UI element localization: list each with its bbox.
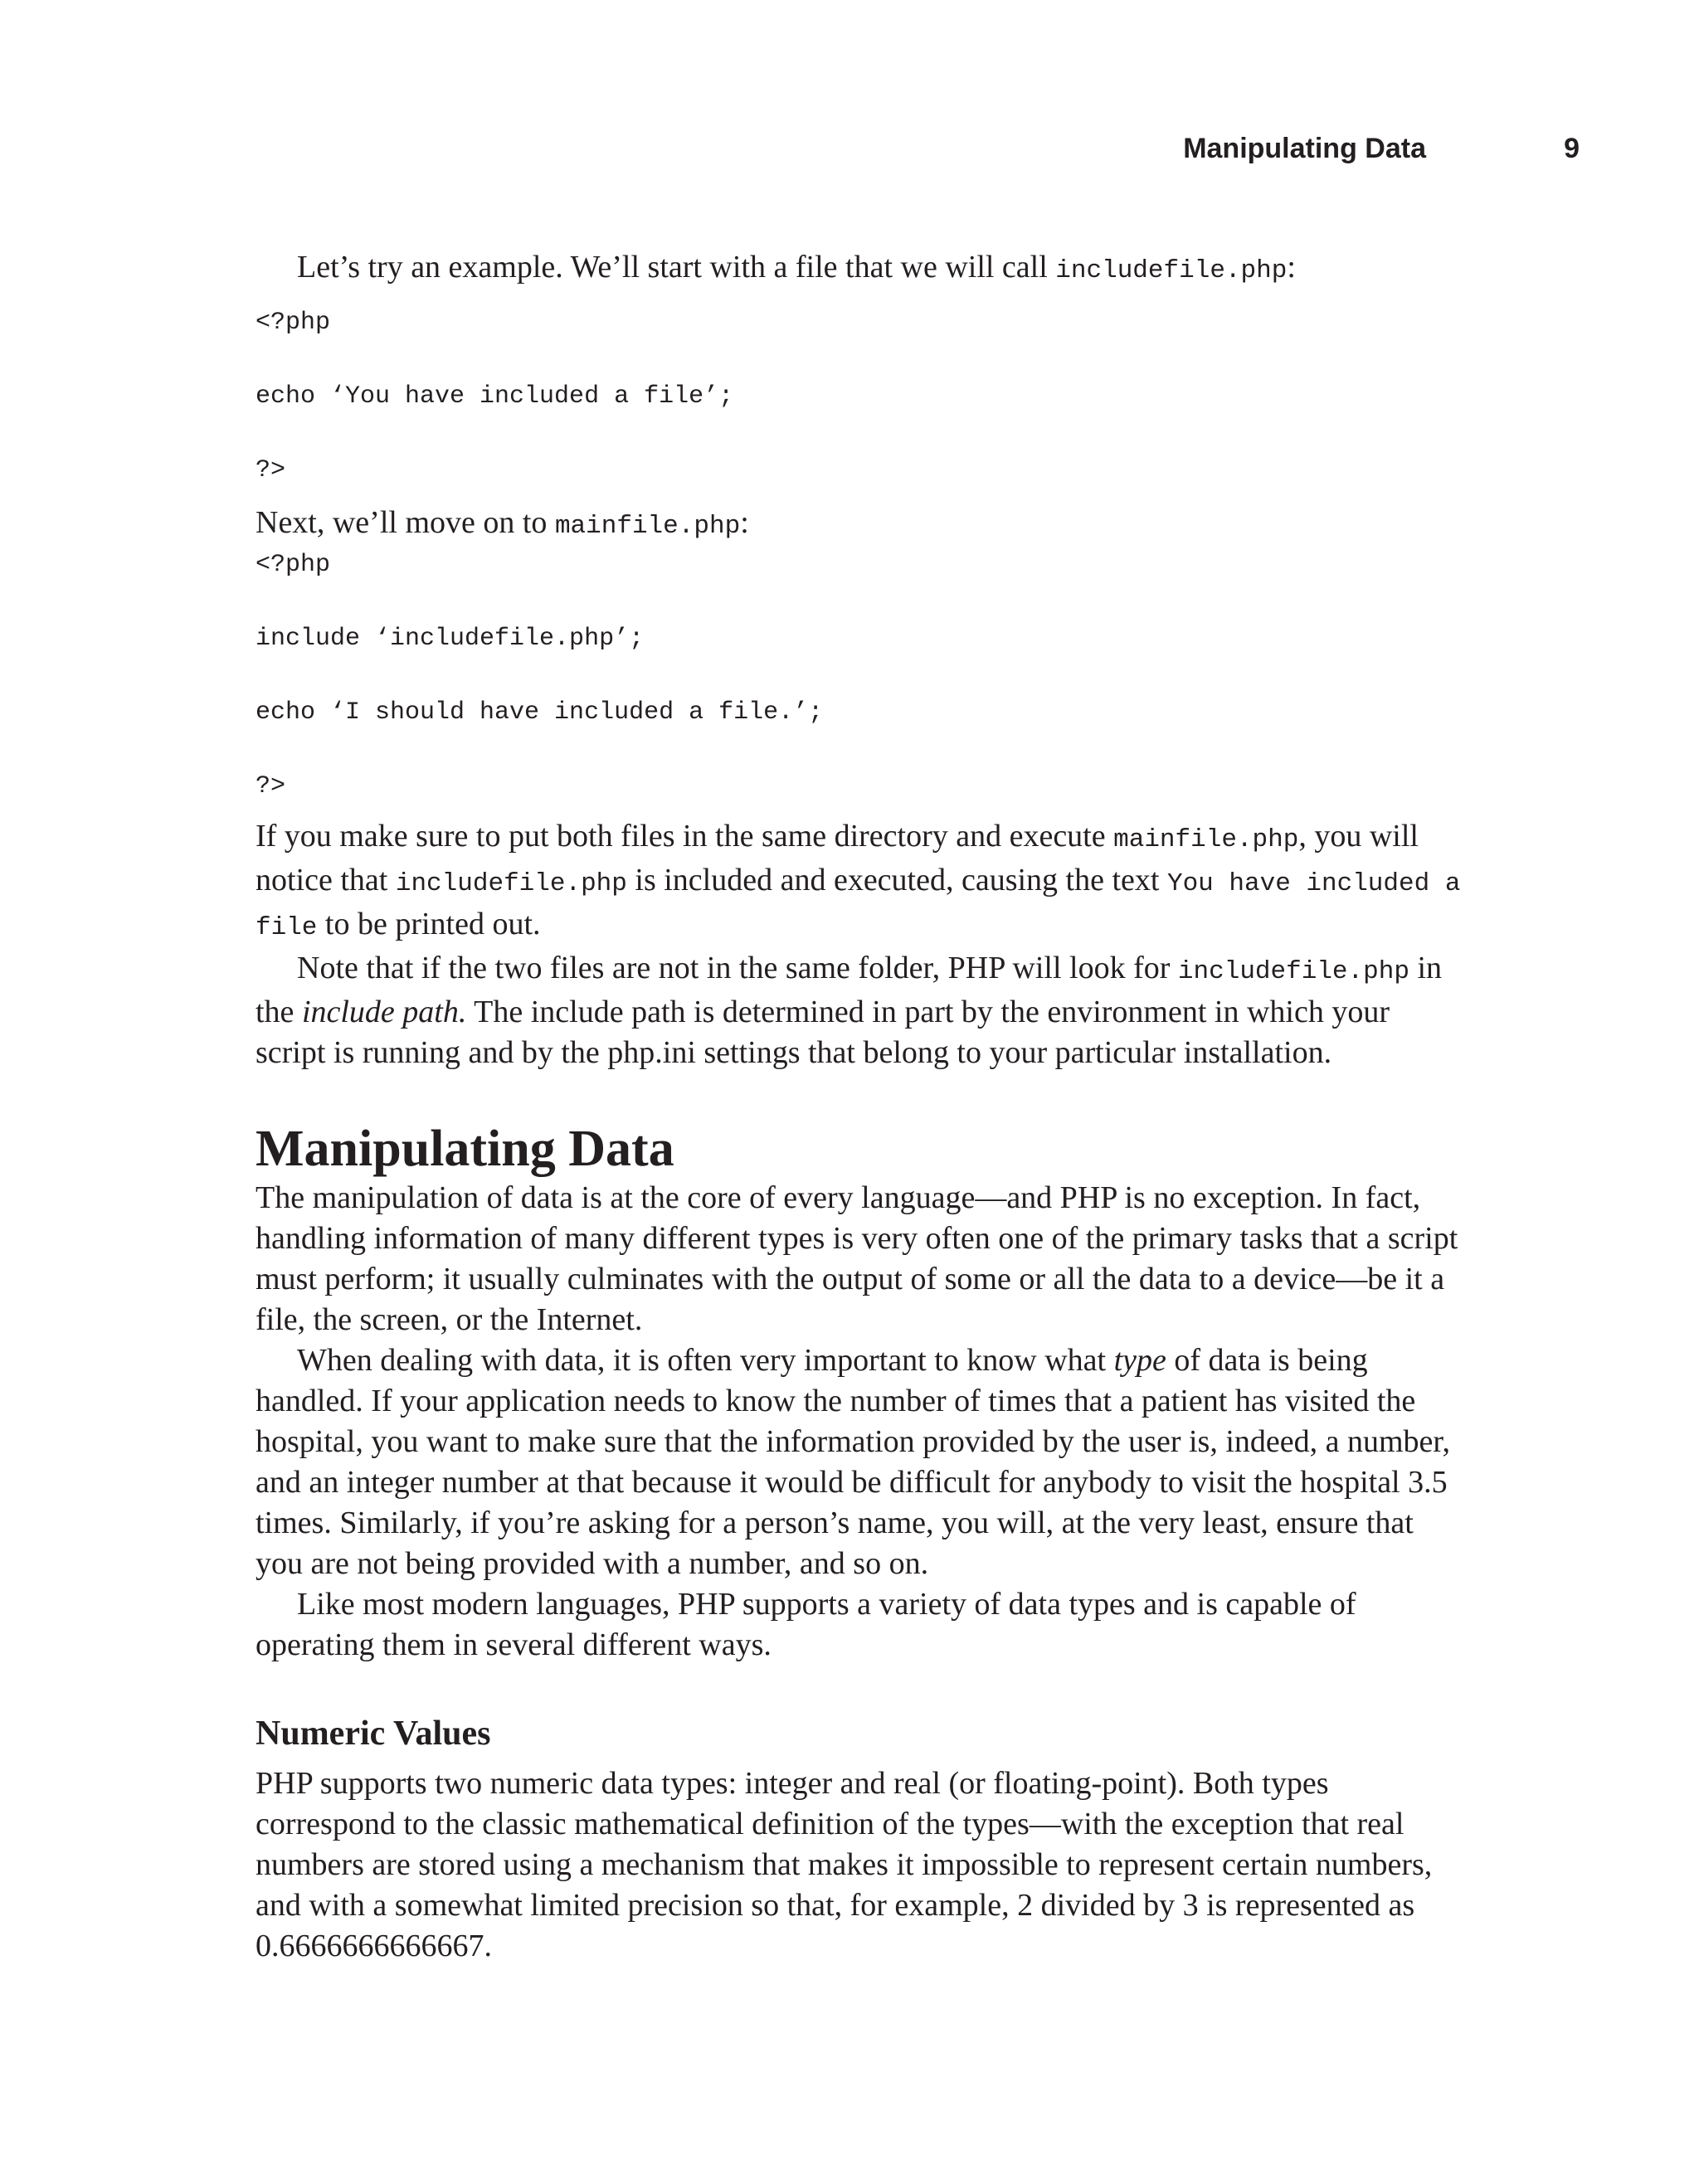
section-paragraph-3: Like most modern languages, PHP supports a variety of data types and is capable of operating them in several different ways. <box>256 1587 1356 1662</box>
code-block-mainfile: <?php include ‘includefile.php’; echo ‘I should have included a file.’; ?> <box>256 550 824 800</box>
inline-code-mainfile: mainfile.php <box>554 511 741 541</box>
intro-p1-text: Let’s try an example. We’ll start with a file that we will call <box>297 250 1056 285</box>
inline-code-includefile-3: includefile.php <box>1177 957 1409 986</box>
section-p2-text-b: of data is being handled. If your application needs to know the number of times that a patient has visited the hospital, you want to make sure that the information provided by the user is, indeed, a number, and an integer number at that because it would be difficult for anybody to visit the hospital 3.5 times. Similarly, if you’re asking for a person’s name, you will, at the very least, ensure that you are not being provided with a number, and so on. <box>256 1343 1451 1581</box>
intro-p2-text: Next, we’ll move on to <box>256 504 555 540</box>
running-header <box>999 133 1580 174</box>
intro-p3-text-d: to be printed out. <box>317 907 541 941</box>
page-body <box>256 247 1463 1967</box>
intro-p4-text-b: in the <box>256 951 1443 1029</box>
subsection-heading: Numeric Values <box>256 1715 491 1753</box>
section-p2-emphasis: type <box>1113 1343 1166 1378</box>
section-heading: Manipulating Data <box>256 1121 674 1177</box>
section-paragraph-1: The manipulation of data is at the core of every language—and PHP is no exception. In fact, handling information of many different types is very often one of the primary tasks that a script must perform; it usually culminates with the output of some or all the data to a device—be it a file, the screen, or the Internet. <box>256 1180 1458 1337</box>
subsection-paragraph-1: PHP supports two numeric data types: integer and real (or floating-point). Both types correspond to the classic mathematical definition of the types—with the exception that real numbers are stored using a mechanism that makes it impossible to represent certain numbers, and with a somewhat limited precision so that, for example, 2 divided by 3 is represented as 0.6666666666667. <box>256 1766 1433 1963</box>
page-number: 9 <box>1564 133 1580 164</box>
inline-code-includefile: includefile.php <box>1055 256 1288 285</box>
intro-p3-text-a: If you make sure to put both files in the same directory and execute <box>256 819 1114 854</box>
inline-code-mainfile-2: mainfile.php <box>1113 825 1299 854</box>
intro-p1-end: : <box>1287 250 1296 285</box>
intro-paragraph-3 <box>256 816 1463 948</box>
intro-p4-text-a: Note that if the two files are not in the same folder, PHP will look for <box>297 951 1178 985</box>
intro-paragraph-1 <box>256 247 1463 291</box>
running-header-title: Manipulating Data <box>1183 133 1426 164</box>
section-paragraph-2 <box>256 1340 1463 1584</box>
intro-p3-text-c: is included and executed, causing the text <box>626 863 1167 897</box>
section-p2-text-a: When dealing with data, it is often very important to know what <box>297 1343 1114 1378</box>
code-block-includefile: <?php echo ‘You have included a file’; ?> <box>256 309 734 484</box>
intro-p4-emphasis: include path. <box>301 995 467 1029</box>
intro-paragraph-2 <box>256 503 1463 547</box>
intro-p3-text-b: , you will notice that <box>256 819 1419 897</box>
intro-paragraph-4 <box>256 948 1463 1073</box>
inline-code-includefile-2: includefile.php <box>395 869 627 898</box>
intro-p2-end: : <box>740 504 749 540</box>
intro-p4-text-c: The include path is determined in part by the environment in which your script is running and by the php.ini settings that belong to your particular installation. <box>256 995 1390 1070</box>
inline-code-output-text: You have included a file <box>256 869 1461 942</box>
